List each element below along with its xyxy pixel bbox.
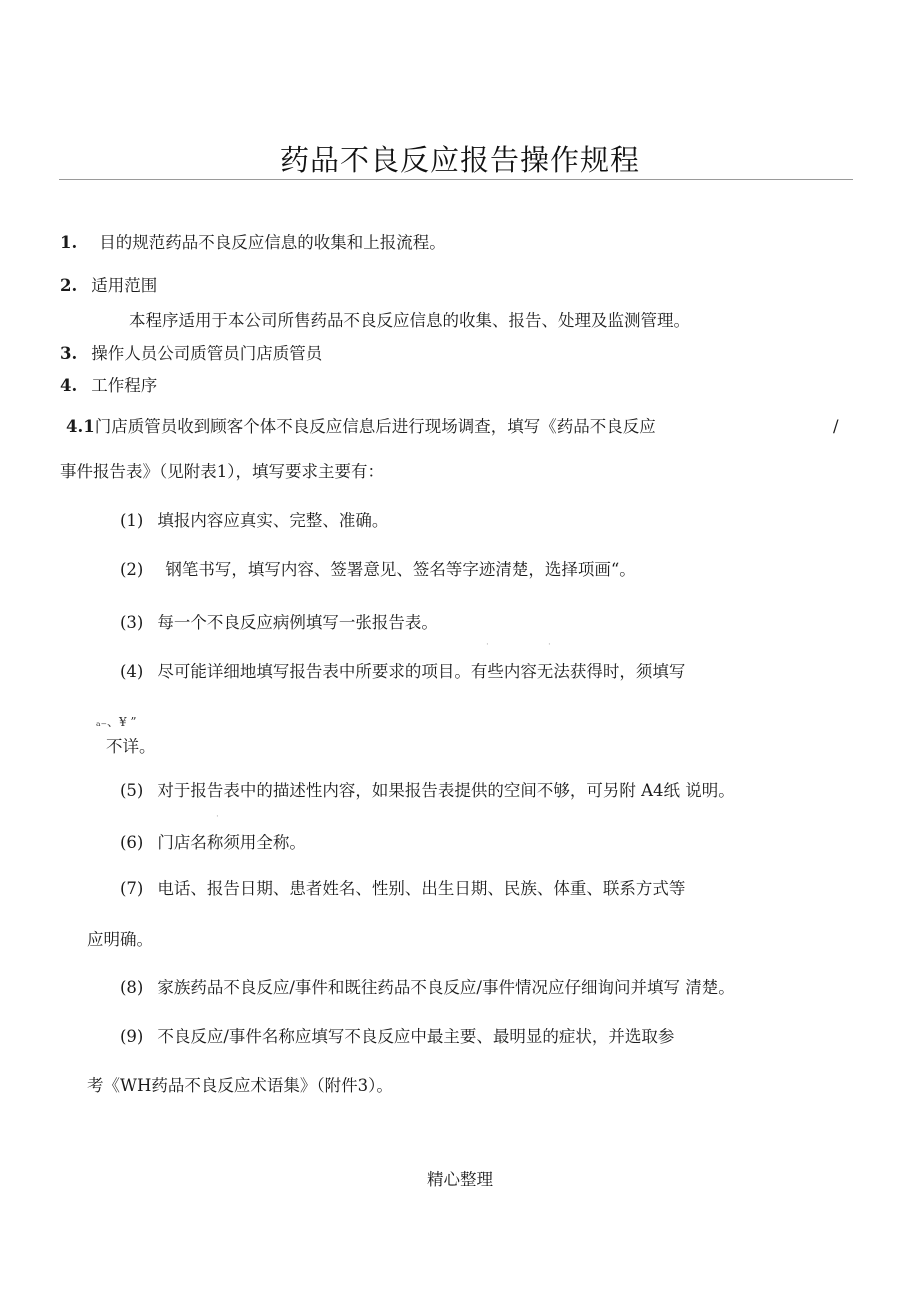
list-item [120,613,438,633]
item-text: 对于报告表中的描述性内容，如果报告表提供的空间不够，可另附 A4纸 说明。 [157,781,735,800]
list-item [120,560,636,580]
section-4-1 [66,417,656,437]
title-underline [59,179,853,180]
section-4-number: 4. [60,376,78,395]
section-2-heading: 适用范围 [91,276,158,295]
section-2-number: 2. [60,276,78,295]
section-1 [60,233,446,253]
item-text: 填报内容应真实、完整、准确。 [157,511,389,530]
item-number: (2) [120,560,144,579]
list-item [120,781,735,801]
item-number: (3) [120,613,144,632]
item-number: (6) [120,833,144,852]
list-item [120,879,685,899]
item-text: 每一个不良反应病例填写一张报告表。 [157,613,438,632]
list-item [120,978,735,998]
item-text: 门店名称须用全称。 [157,833,306,852]
item-number: (9) [120,1027,144,1046]
section-3-text: 操作人员公司质管员门店质管员 [91,344,323,363]
section-4-1-slash: / [833,417,839,436]
item-number: (8) [120,978,144,997]
list-item [120,1027,674,1047]
section-1-number: 1. [60,233,78,252]
scan-speck: · [548,640,551,650]
scan-speck: · [216,812,219,822]
document-title: 药品不良反应报告操作规程 [279,143,640,177]
item-text: 电话、报告日期、患者姓名、性别、出生日期、民族、体重、联系方式等 [157,879,686,898]
section-3 [60,344,322,364]
item-number: (4) [120,662,144,681]
item-text: 钢笔书写，填写内容、签署意见、签名等字迹清楚，选择项画“。 [165,560,636,579]
section-3-number: 3. [60,344,78,363]
section-4-1-line2: 事件报告表》（见附表1），填写要求主要有： [60,462,384,481]
section-2-body: 本程序适用于本公司所售药品不良反应信息的收集、报告、处理及监测管理。 [129,311,690,330]
section-2 [60,276,157,296]
item-number: (7) [120,879,144,898]
section-1-text: 目的规范药品不良反应信息的收集和上报流程。 [99,233,446,252]
item-text: 家族药品不良反应/事件和既往药品不良反应/事件情况应仔细询问并填写 清楚。 [157,978,735,997]
item-continuation: 应明确。 [87,930,153,949]
item-text: 不良反应/事件名称应填写不良反应中最主要、最明显的症状，并选取参 [157,1027,675,1046]
list-item [120,833,306,853]
scan-speck: · [486,640,489,650]
item-continuation: 考《WH药品不良反应术语集》（附件3）。 [87,1076,393,1095]
section-4-1-number: 4.1 [66,417,95,436]
section-4 [60,376,157,396]
item-text: 尽可能详细地填写报告表中所要求的项目。有些内容无法获得时，须填写 [157,662,686,681]
item-continuation: 不详。 [106,737,156,756]
list-item [120,511,388,531]
page-footer: 精心整理 [427,1170,493,1189]
item-number: (1) [120,511,144,530]
item-number: (5) [120,781,144,800]
scan-marks: ₐ₋、¥ ” [96,715,137,729]
section-4-heading: 工作程序 [91,376,158,395]
section-4-1-line1: 门店质管员收到顾客个体不良反应信息后进行现场调查，填写《药品不良反应 [94,417,656,436]
list-item [120,662,685,682]
